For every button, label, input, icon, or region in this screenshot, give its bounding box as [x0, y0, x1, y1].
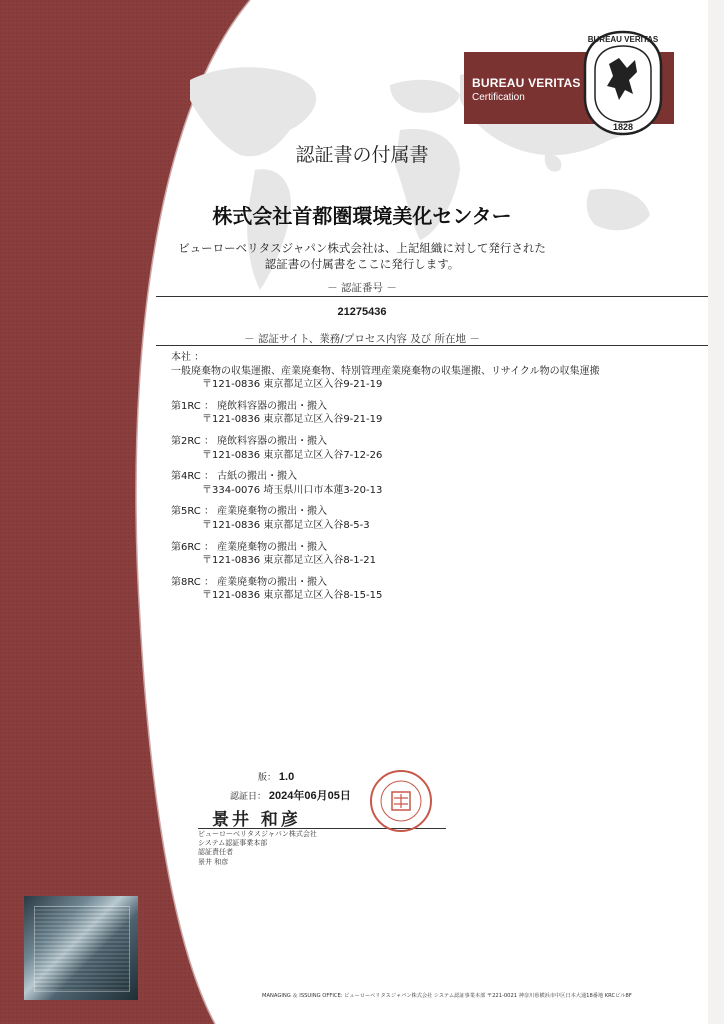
company-stamp-icon — [368, 768, 434, 834]
site-list — [171, 351, 701, 603]
divider — [156, 296, 708, 297]
seal-year-text: 1828 — [612, 122, 634, 132]
site-address: 〒121-0836 東京都足立区入谷9-21-19 — [202, 414, 383, 426]
bureau-veritas-seal-icon — [575, 28, 671, 138]
date-label: 認証日： — [230, 792, 267, 802]
document-title: 認証書の付属書 — [295, 144, 429, 166]
seal-top-text: BUREAU VERITAS — [587, 35, 659, 44]
version-value: 1.0 — [278, 771, 295, 783]
issuer-line: 景井 和彦 — [198, 857, 229, 866]
site-address: 〒121-0836 東京都足立区入谷8-5-3 — [202, 519, 370, 531]
site-line: 一般廃棄物の収集運搬、産業廃棄物、特別管理産業廃棄物の収集運搬、リサイクル物の収集運搬 — [171, 365, 600, 377]
site-line: 第2RC ： 廃飲料容器の搬出・搬入 — [171, 435, 328, 447]
issuer-line: システム認証事業本部 — [198, 839, 268, 848]
certificate-number-label: － 認証番号 － — [327, 282, 397, 294]
divider — [156, 345, 708, 346]
date-value: 2024年06月05日 — [268, 790, 351, 802]
site-address: 〒334-0076 埼玉県川口市本蓮3-20-13 — [202, 484, 383, 496]
version — [258, 770, 294, 783]
site-line: 第1RC ： 廃飲料容器の搬出・搬入 — [171, 400, 328, 412]
site-line: 第4RC ： 古紙の搬出・搬入 — [171, 471, 298, 483]
site-line: 第5RC ： 産業廃棄物の搬出・搬入 — [171, 506, 328, 518]
certificate-number: 21275436 — [337, 306, 387, 318]
statement-line: ビューローベリタスジャパン株式会社は、上記組織に対して発行された — [178, 241, 546, 255]
issuer-block — [198, 830, 317, 867]
site-entry-6rc — [171, 541, 701, 568]
site-address: 〒121-0836 東京都足立区入谷9-21-19 — [202, 379, 383, 391]
footer-issuing-office: MANAGING ＆ ISSUING OFFICE: ビューローベリタスジャパン株式会社 システム認証事業本部 〒221-0021 神奈川県横浜市中区日本大通18番地 KRCビル8F — [262, 993, 632, 999]
site-entry-1rc — [171, 400, 701, 427]
logo-subtitle: Certification — [472, 92, 525, 103]
scope-heading: － 認証サイト、業務/プロセス内容 及び 所在地 － — [244, 333, 480, 345]
site-entry-2rc — [171, 435, 701, 462]
version-label: 版： — [258, 773, 277, 783]
site-entry-head-office — [171, 351, 701, 392]
company-name: 株式会社首都圏環境美化センター — [212, 204, 512, 228]
site-line: 本社 ： — [171, 352, 205, 363]
site-address: 〒121-0836 東京都足立区入谷8-1-21 — [202, 555, 376, 567]
site-line: 第6RC ： 産業廃棄物の搬出・搬入 — [171, 541, 328, 553]
signature: 景井 和彦 — [212, 810, 301, 830]
site-entry-8rc — [171, 576, 701, 603]
logo-brand-text: BUREAU VERITAS — [472, 76, 581, 90]
site-address: 〒121-0836 東京都足立区入谷7-12-26 — [202, 449, 383, 461]
site-entry-5rc — [171, 505, 701, 532]
site-entry-4rc — [171, 470, 701, 497]
site-line: 第8RC ： 産業廃棄物の搬出・搬入 — [171, 576, 328, 588]
site-address: 〒121-0836 東京都足立区入谷8-15-15 — [202, 590, 383, 602]
hologram-security-label — [24, 896, 138, 1000]
certification-date — [230, 787, 351, 803]
issuer-line: ビューローベリタスジャパン株式会社 — [198, 830, 317, 838]
issuer-line: 認証責任者 — [198, 848, 233, 857]
issuance-statement — [0, 240, 724, 272]
statement-line: 認証書の付属書をここに発行します。 — [264, 257, 460, 271]
